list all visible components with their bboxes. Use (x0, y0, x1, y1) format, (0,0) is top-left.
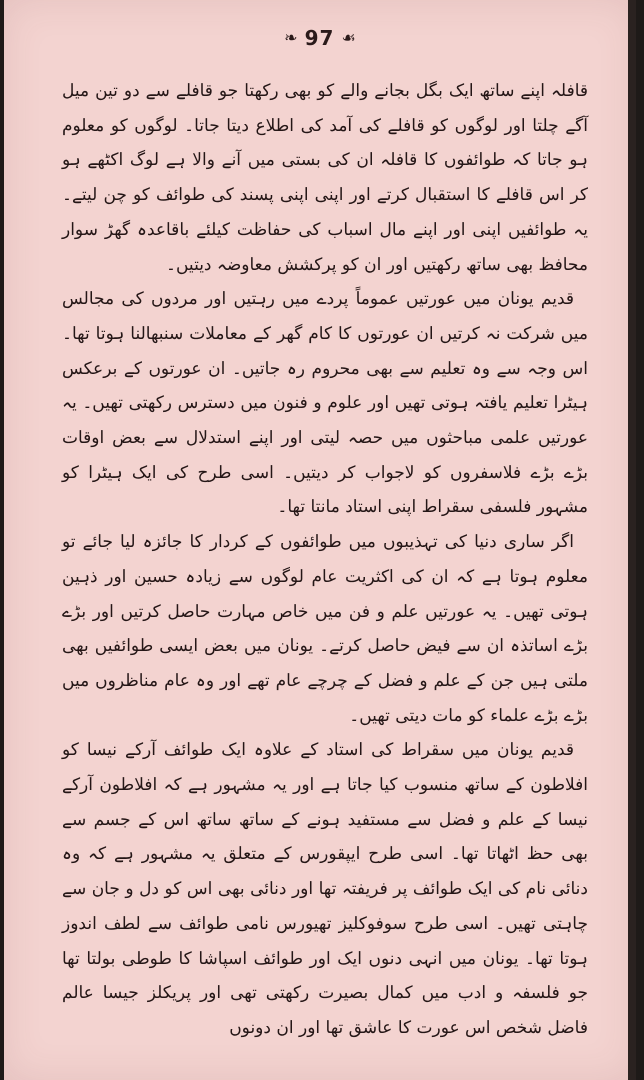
page-header (4, 26, 636, 50)
page-body (62, 74, 588, 1046)
ornament-left-icon: ❧ (284, 28, 298, 47)
page-number: 97 (304, 26, 335, 50)
ornament-right-icon: ☙ (341, 28, 356, 47)
book-page (4, 0, 636, 1080)
paragraph-philosophers: قدیم یونان میں سقراط کی استاد کے علاوہ ایک طوائف آرکے نیسا کو افلاطون کے ساتھ منسوب کیا جاتا ہے اور یہ مشہور ہے کہ افلاطون آرکے نیسا کے علم و فضل سے مستفید ہونے کے ساتھ ساتھ اس کے جسم سے بھی حظ اٹھاتا تھا۔ اسی طرح ایپقورس کے متعلق یہ مشہور ہے کہ وہ دنائی نام کی ایک طوائف پر فریفتہ تھا اور دنائی بھی اس کو دل و جان سے چاہتی تھیں۔ اسی طرح سوفوکلیز تھیورس نامی طوائف سے لطف اندوز ہوتا تھا۔ یونان میں انہی دنوں ایک اور طوائف اسپاشا کا طوطی بولتا تھا جو فلسفہ و ادب میں کمال بصیرت رکھتی تھی اور پریکلز جیسا عالم فاضل شخص اس عورت کا عاشق تھا اور ان دونوں (62, 740, 588, 1038)
page-edge (628, 0, 636, 1080)
paragraph-caravan: قافلہ اپنے ساتھ ایک بگل بجانے والے کو بھی رکھتا جو قافلے سے دو تین میل آگے چلتا اور لوگوں کو قافلے کی آمد کی اطلاع دیتا جاتا۔ لوگوں کو معلوم ہو جاتا کہ طوائفوں کا قافلہ ان کی بستی میں آنے والا ہے لوگ اکٹھے ہو کر اس قافلے کا استقبال کرتے اور اپنی اپنی پسند کی طوائف کو چن لیتے۔ یہ طوائفیں اپنی اور اپنے مال اسباب کی حفاظت کیلئے باقاعدہ گھڑ سوار محافظ بھی ساتھ رکھتیں اور ان کو پرکشش معاوضہ دیتیں۔ (62, 81, 588, 275)
paragraph-world-civilizations: اگر ساری دنیا کی تہذیبوں میں طوائفوں کے کردار کا جائزہ لیا جائے تو معلوم ہوتا ہے کہ ان کی اکثریت عام لوگوں سے زیادہ حسین اور ذہین ہوتی تھیں۔ یہ عورتیں علم و فن میں خاص مہارت حاصل کرتیں اور بڑے بڑے اساتذہ ان سے فیض حاصل کرتے۔ یونان میں بعض ایسی طوائفیں بھی ملتی ہیں جن کے علم و فضل کے چرچے عام تھے اور وہ عام مناظروں میں بڑے بڑے علماء کو مات دیتی تھیں۔ (62, 532, 588, 726)
paragraph-ancient-greece-women: قدیم یونان میں عورتیں عموماً پردے میں رہتیں اور مردوں کی مجالس میں شرکت نہ کرتیں ان عورتوں کا کام گھر کے معاملات سنبھالنا ہوتا تھا۔ اس وجہ سے وہ تعلیم سے بھی محروم رہ جاتیں۔ ان عورتوں کے برعکس ہیٹرا تعلیم یافتہ ہوتی تھیں اور علوم و فنون میں دسترس رکھتی تھیں۔ یہ عورتیں علمی مباحثوں میں حصہ لیتی اور اپنے استدلال سے بعض اوقات بڑے بڑے فلاسفروں کو لاجواب کر دیتیں۔ اسی طرح کی ایک ہیٹرا کو مشہور فلسفی سقراط اپنی استاد مانتا تھا۔ (62, 289, 588, 518)
